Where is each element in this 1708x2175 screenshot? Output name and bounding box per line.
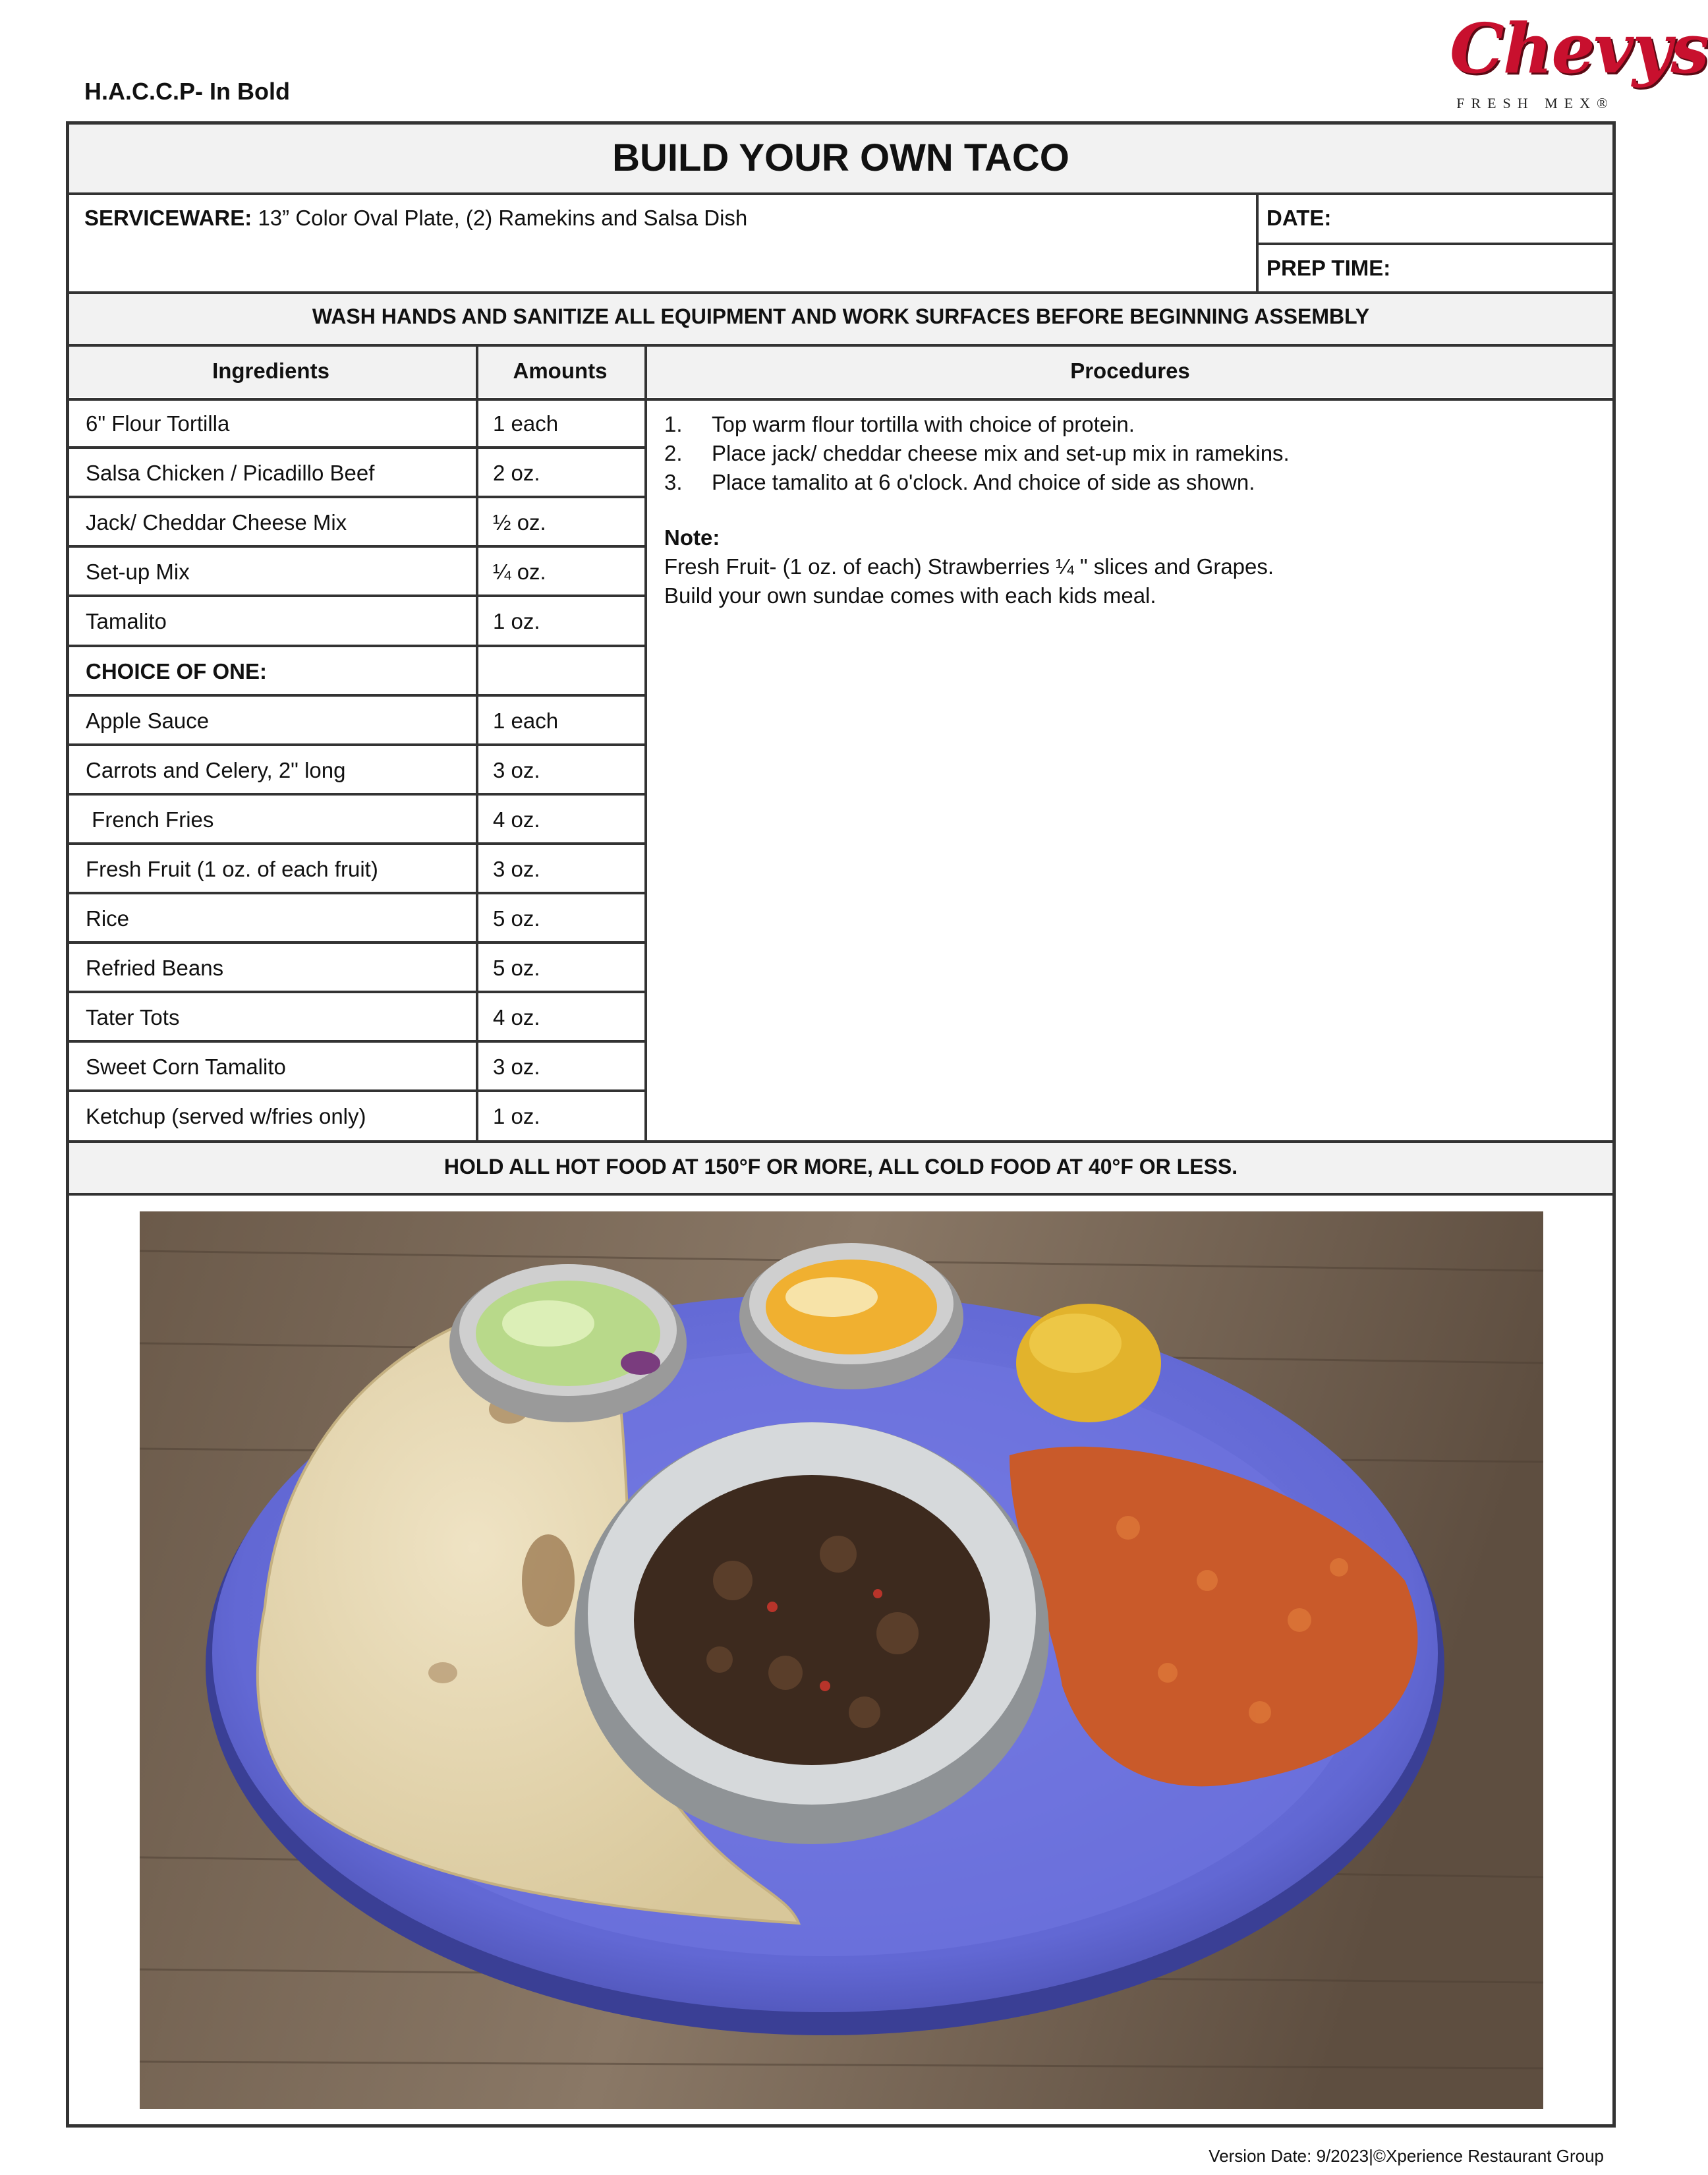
procedure-step: 2. Place jack/ cheddar cheese mix and set-up mix in ramekins.	[664, 441, 1290, 465]
row-divider	[66, 594, 647, 597]
ingredients-header: Ingredients	[212, 359, 329, 383]
amounts-header: Amounts	[513, 359, 608, 383]
note-line: Fresh Fruit- (1 oz. of each) Strawberries ¼ " slices and Grapes.	[664, 554, 1274, 579]
ingredient-name: Jack/ Cheddar Cheese Mix	[86, 510, 347, 535]
procedures-text	[664, 410, 1587, 610]
ingredient-name: Refried Beans	[86, 956, 224, 981]
ingredient-name: Apple Sauce	[86, 708, 210, 733]
row-divider	[66, 842, 647, 845]
row-divider	[66, 793, 647, 796]
version-footer: Version Date: 9/2023|©Xperience Restaurant Group	[1209, 2146, 1604, 2166]
chevys-logo	[1450, 4, 1708, 123]
ingredient-name: French Fries	[86, 807, 214, 832]
row-divider	[66, 446, 647, 449]
plated-taco-photo	[140, 1211, 1543, 2109]
row-divider	[66, 941, 647, 944]
ingredient-amount: 1 oz.	[493, 1104, 540, 1129]
ingredient-amount: ½ oz.	[493, 510, 546, 535]
ingredient-name: Sweet Corn Tamalito	[86, 1055, 286, 1080]
ingredient-amount: ¼ oz.	[493, 560, 546, 585]
ingredient-amount: 3 oz.	[493, 1055, 540, 1080]
logo-wordmark: Chevys	[1450, 8, 1708, 89]
haccp-note: H.A.C.C.P- In Bold	[84, 78, 290, 105]
serviceware-value: 13” Color Oval Plate, (2) Ramekins and Salsa Dish	[258, 206, 748, 230]
ingredient-name: Carrots and Celery, 2" long	[86, 757, 346, 782]
wash-hands-banner: WASH HANDS AND SANITIZE ALL EQUIPMENT AND WORK SURFACES BEFORE BEGINNING ASSEMBLY	[312, 304, 1370, 328]
row-divider	[66, 645, 647, 647]
procedure-step: 3. Place tamalito at 6 o'clock. And choice of side as shown.	[664, 470, 1255, 494]
ingredient-amount: 1 oz.	[493, 609, 540, 634]
note-line: Build your own sundae comes with each kids meal.	[664, 583, 1156, 608]
ingredient-name: CHOICE OF ONE:	[86, 658, 268, 683]
prep-time-label: PREP TIME:	[1267, 256, 1391, 280]
ingredient-name: Tamalito	[86, 609, 167, 634]
ingredient-amount: 1 each	[493, 708, 559, 733]
row-divider	[66, 1089, 647, 1092]
ingredient-name: Fresh Fruit (1 oz. of each fruit)	[86, 856, 378, 881]
note-title: Note:	[664, 525, 720, 550]
ingredient-amount: 4 oz.	[493, 807, 540, 832]
ingredient-name: Tater Tots	[86, 1005, 180, 1030]
row-divider	[66, 991, 647, 993]
ingredient-amount: 5 oz.	[493, 956, 540, 981]
ingredient-amount: 2 oz.	[493, 461, 540, 486]
hold-temperature-banner: HOLD ALL HOT FOOD AT 150°F OR MORE, ALL COLD FOOD AT 40°F OR LESS.	[443, 1155, 1238, 1178]
ingredient-name: Ketchup (served w/fries only)	[86, 1104, 366, 1129]
date-label: DATE:	[1267, 206, 1332, 230]
ingredient-amount: 3 oz.	[493, 757, 540, 782]
row-divider	[66, 694, 647, 697]
procedure-step: 1. Top warm flour tortilla with choice of protein.	[664, 412, 1135, 436]
ingredient-name: 6" Flour Tortilla	[86, 411, 230, 436]
ingredient-name: Rice	[86, 906, 130, 931]
ingredient-name: Set-up Mix	[86, 560, 190, 585]
row-divider	[66, 892, 647, 894]
ingredient-amount: 1 each	[493, 411, 559, 436]
ingredient-amount: 3 oz.	[493, 856, 540, 881]
procedures-header: Procedures	[1070, 359, 1190, 383]
ingredient-amount: 5 oz.	[493, 906, 540, 931]
row-divider	[66, 545, 647, 548]
recipe-title: BUILD YOUR OWN TACO	[612, 136, 1069, 179]
serviceware-label: SERVICEWARE:	[84, 206, 252, 230]
row-divider	[66, 1040, 647, 1043]
serviceware	[84, 206, 747, 231]
row-divider	[66, 496, 647, 498]
ingredient-amount: 4 oz.	[493, 1005, 540, 1030]
ingredient-name: Salsa Chicken / Picadillo Beef	[86, 461, 375, 486]
logo-tagline: FRESH MEX®	[1456, 95, 1614, 111]
row-divider	[66, 743, 647, 746]
